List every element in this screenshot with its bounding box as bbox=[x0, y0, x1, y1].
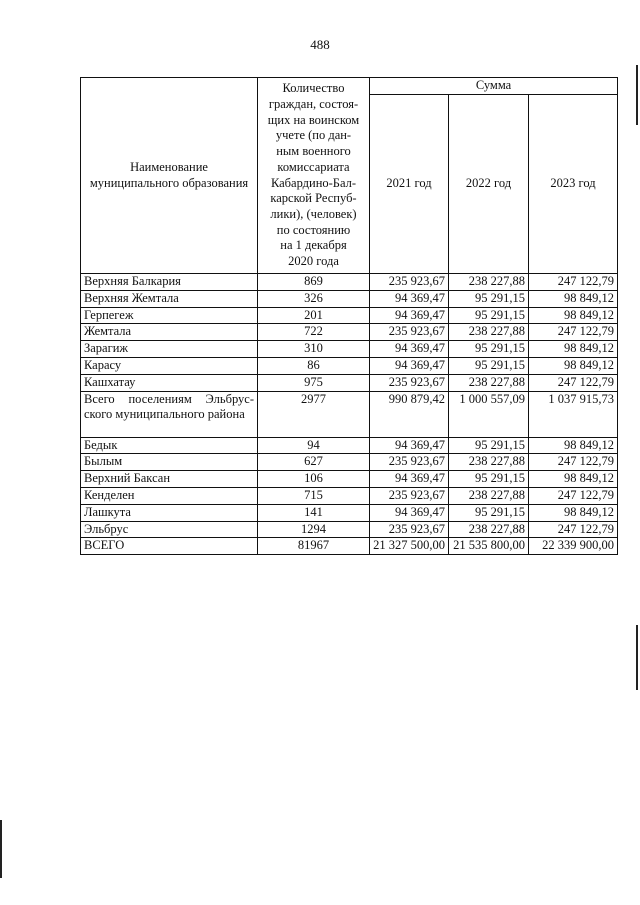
table-row bbox=[81, 391, 618, 437]
header-year-2023: 2023 год bbox=[529, 95, 618, 274]
table-row bbox=[81, 504, 618, 521]
cell-2022: 238 227,88 bbox=[449, 521, 529, 538]
cell-2023: 247 122,79 bbox=[529, 324, 618, 341]
cell-2021: 94 369,47 bbox=[370, 504, 449, 521]
header-year-2022: 2022 год bbox=[449, 95, 529, 274]
cell-count: 326 bbox=[258, 290, 370, 307]
cell-count: 869 bbox=[258, 274, 370, 291]
header-count-line: комиссариата bbox=[277, 159, 350, 174]
cell-count: 86 bbox=[258, 357, 370, 374]
cell-2022: 95 291,15 bbox=[449, 307, 529, 324]
cell-2023: 247 122,79 bbox=[529, 374, 618, 391]
header-count-line: карской Респуб- bbox=[270, 191, 357, 206]
header-count-line: Кабардино-Бал- bbox=[270, 175, 357, 190]
cell-name: Лашкута bbox=[81, 504, 258, 521]
cell-2021: 235 923,67 bbox=[370, 324, 449, 341]
cell-2021: 94 369,47 bbox=[370, 357, 449, 374]
cell-name: Всего поселениям Эльбрус-ского муниципального района bbox=[81, 391, 258, 437]
cell-2023: 22 339 900,00 bbox=[529, 538, 618, 555]
cell-2021: 94 369,47 bbox=[370, 471, 449, 488]
cell-count: 2977 bbox=[258, 391, 370, 437]
table-row bbox=[81, 471, 618, 488]
cell-2023: 247 122,79 bbox=[529, 521, 618, 538]
cell-2022: 95 291,15 bbox=[449, 290, 529, 307]
cell-2021: 235 923,67 bbox=[370, 374, 449, 391]
cell-2023: 247 122,79 bbox=[529, 274, 618, 291]
cell-2022: 238 227,88 bbox=[449, 374, 529, 391]
cell-name: Зарагиж bbox=[81, 341, 258, 358]
table-row bbox=[81, 290, 618, 307]
cell-2023: 98 849,12 bbox=[529, 357, 618, 374]
cell-2021: 21 327 500,00 bbox=[370, 538, 449, 555]
scan-edge-mark bbox=[0, 820, 2, 878]
table-row bbox=[81, 521, 618, 538]
cell-2023: 98 849,12 bbox=[529, 437, 618, 454]
table-row bbox=[81, 538, 618, 555]
cell-2022: 95 291,15 bbox=[449, 437, 529, 454]
cell-count: 627 bbox=[258, 454, 370, 471]
table-row bbox=[81, 274, 618, 291]
cell-count: 141 bbox=[258, 504, 370, 521]
header-count-line: лики), (человек) bbox=[270, 206, 357, 221]
header-count-line: щих на воинском bbox=[267, 112, 360, 127]
cell-count: 722 bbox=[258, 324, 370, 341]
cell-name: Былым bbox=[81, 454, 258, 471]
header-count-line: по состоянию bbox=[276, 222, 351, 237]
cell-2021: 94 369,47 bbox=[370, 307, 449, 324]
cell-2023: 98 849,12 bbox=[529, 471, 618, 488]
cell-name: Кенделен bbox=[81, 487, 258, 504]
table-row bbox=[81, 324, 618, 341]
cell-count: 310 bbox=[258, 341, 370, 358]
cell-2021: 94 369,47 bbox=[370, 437, 449, 454]
cell-count: 106 bbox=[258, 471, 370, 488]
cell-count: 975 bbox=[258, 374, 370, 391]
table-body bbox=[81, 274, 618, 555]
table-row bbox=[81, 374, 618, 391]
cell-2022: 95 291,15 bbox=[449, 341, 529, 358]
cell-2023: 98 849,12 bbox=[529, 307, 618, 324]
cell-name: Жемтала bbox=[81, 324, 258, 341]
cell-2022: 95 291,15 bbox=[449, 357, 529, 374]
cell-2022: 95 291,15 bbox=[449, 471, 529, 488]
table-row bbox=[81, 307, 618, 324]
cell-2022: 21 535 800,00 bbox=[449, 538, 529, 555]
budget-table bbox=[80, 77, 618, 555]
header-count-line: учете (по дан- bbox=[275, 128, 352, 143]
cell-count: 94 bbox=[258, 437, 370, 454]
header-year-2021: 2021 год bbox=[370, 95, 449, 274]
table-row bbox=[81, 357, 618, 374]
cell-2021: 990 879,42 bbox=[370, 391, 449, 437]
header-name: Наименование муниципального образования bbox=[81, 78, 258, 274]
cell-2022: 1 000 557,09 bbox=[449, 391, 529, 437]
cell-2021: 94 369,47 bbox=[370, 341, 449, 358]
table-row bbox=[81, 454, 618, 471]
cell-count: 1294 bbox=[258, 521, 370, 538]
cell-2022: 238 227,88 bbox=[449, 454, 529, 471]
cell-2022: 238 227,88 bbox=[449, 487, 529, 504]
cell-2021: 235 923,67 bbox=[370, 274, 449, 291]
cell-2021: 235 923,67 bbox=[370, 521, 449, 538]
table-row bbox=[81, 437, 618, 454]
table-row bbox=[81, 341, 618, 358]
cell-name: Верхний Баксан bbox=[81, 471, 258, 488]
cell-name: Бедык bbox=[81, 437, 258, 454]
table-row bbox=[81, 487, 618, 504]
cell-2023: 247 122,79 bbox=[529, 454, 618, 471]
cell-2022: 238 227,88 bbox=[449, 274, 529, 291]
cell-name: Верхняя Жемтала bbox=[81, 290, 258, 307]
header-count-line: на 1 декабря bbox=[280, 238, 347, 253]
header-count-line: 2020 года bbox=[288, 254, 339, 269]
cell-2023: 247 122,79 bbox=[529, 487, 618, 504]
cell-name: Верхняя Балкария bbox=[81, 274, 258, 291]
header-count-line: Количество bbox=[282, 81, 345, 96]
cell-2023: 1 037 915,73 bbox=[529, 391, 618, 437]
cell-name: Герпегеж bbox=[81, 307, 258, 324]
cell-2022: 95 291,15 bbox=[449, 504, 529, 521]
cell-2021: 94 369,47 bbox=[370, 290, 449, 307]
header-count bbox=[258, 78, 370, 274]
cell-2023: 98 849,12 bbox=[529, 504, 618, 521]
cell-2023: 98 849,12 bbox=[529, 341, 618, 358]
cell-count: 715 bbox=[258, 487, 370, 504]
page-number: 488 bbox=[310, 37, 330, 52]
cell-count: 201 bbox=[258, 307, 370, 324]
cell-count: 81967 bbox=[258, 538, 370, 555]
cell-name: Эльбрус bbox=[81, 521, 258, 538]
cell-name: Кашхатау bbox=[81, 374, 258, 391]
cell-2023: 98 849,12 bbox=[529, 290, 618, 307]
cell-name: ВСЕГО bbox=[81, 538, 258, 555]
cell-name: Карасу bbox=[81, 357, 258, 374]
cell-2021: 235 923,67 bbox=[370, 454, 449, 471]
cell-2021: 235 923,67 bbox=[370, 487, 449, 504]
scan-edge-mark bbox=[636, 625, 638, 690]
header-count-line: ным военного bbox=[276, 144, 351, 159]
scan-edge-mark bbox=[636, 65, 638, 125]
header-count-line: граждан, состоя- bbox=[268, 96, 359, 111]
header-sum: Сумма bbox=[370, 78, 618, 95]
cell-2022: 238 227,88 bbox=[449, 324, 529, 341]
